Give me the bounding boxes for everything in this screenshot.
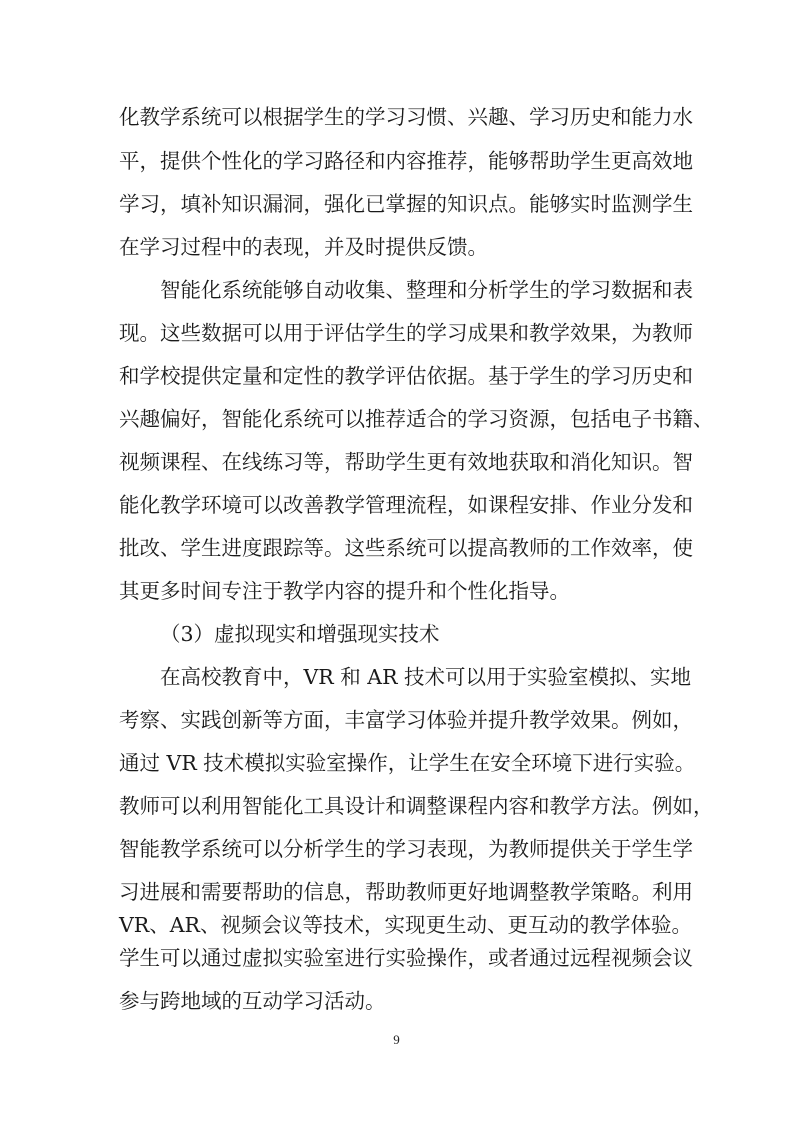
text-line: 视频课程、在线练习等，帮助学生更有效地获取和消化知识。智 <box>119 450 693 474</box>
text-line: 教师可以利用智能化工具设计和调整课程内容和教学方法。例如， <box>119 794 714 818</box>
text-line: VR、AR、视频会议等技术，实现更生动、更互动的教学体验。 <box>119 913 692 937</box>
text-line: 习进展和需要帮助的信息，帮助教师更好地调整教学策略。利用 <box>119 880 693 904</box>
text-line: 考察、实践创新等方面，丰富学习体验并提升教学效果。例如， <box>119 708 693 732</box>
text-line: 智能教学系统可以分析学生的学习表现，为教师提供关于学生学 <box>119 837 693 861</box>
text-line: 学习，填补知识漏洞，强化已掌握的知识点。能够实时监测学生 <box>119 192 693 216</box>
text-line: 通过 VR 技术模拟实验室操作，让学生在安全环境下进行实验。 <box>119 751 696 775</box>
text-line: 在学习过程中的表现，并及时提供反馈。 <box>119 235 488 259</box>
text-line: 现。这些数据可以用于评估学生的学习成果和教学效果，为教师 <box>119 321 693 345</box>
text-line: 和学校提供定量和定性的教学评估依据。基于学生的学习历史和 <box>119 364 693 388</box>
text-line: 学生可以通过虚拟实验室进行实验操作，或者通过远程视频会议 <box>119 946 693 970</box>
text-line: 平，提供个性化的学习路径和内容推荐，能够帮助学生更高效地 <box>119 149 693 173</box>
text-line: 参与跨地域的互动学习活动。 <box>119 989 386 1013</box>
text-line: 批改、学生进度跟踪等。这些系统可以提高教师的工作效率，使 <box>119 536 693 560</box>
text-line: 在高校教育中，VR 和 AR 技术可以用于实验室模拟、实地 <box>160 665 692 689</box>
section-heading: （3）虚拟现实和增强现实技术 <box>160 622 440 646</box>
text-line: 化教学系统可以根据学生的学习习惯、兴趣、学习历史和能力水 <box>119 105 693 129</box>
text-line: 兴趣偏好，智能化系统可以推荐适合的学习资源，包括电子书籍、 <box>119 407 714 431</box>
text-line: 其更多时间专注于教学内容的提升和个性化指导。 <box>119 579 570 603</box>
page-number: 9 <box>393 1032 400 1047</box>
text-line: 智能化系统能够自动收集、整理和分析学生的学习数据和表 <box>160 278 693 302</box>
text-line: 能化教学环境可以改善教学管理流程，如课程安排、作业分发和 <box>119 493 693 517</box>
